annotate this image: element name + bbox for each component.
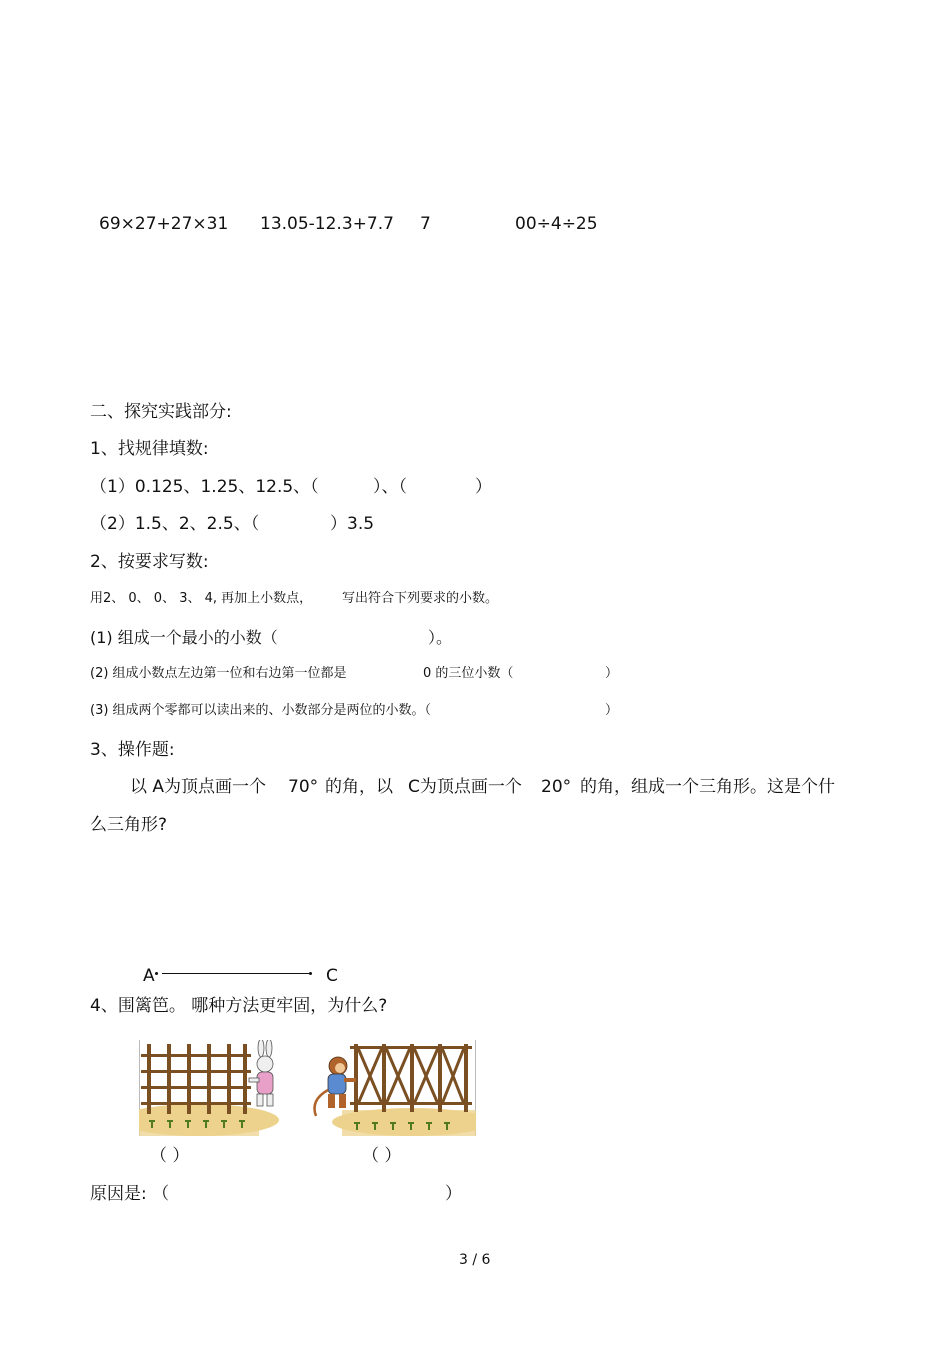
q3-p1-seg2: 70° — [288, 777, 319, 797]
q2-item-1 — [90, 630, 470, 650]
q4-title: 4、围篱笆。 哪种方法更牢固，为什么? — [90, 996, 388, 1016]
q2-intro-b: 写出符合下列要求的小数。 — [342, 591, 499, 606]
q3-p1-seg1: 以 A为顶点画一个 — [130, 777, 267, 797]
q2-intro-a: 用2、 0、 0、 3、 4, 再加上小数点， — [90, 591, 313, 606]
q2-i3-prefix: (3) 组成两个零都可以读出来的、小数部分是两位的小数。（ — [90, 703, 432, 718]
point-a-label: A — [143, 966, 155, 986]
q2-i3-end: ） — [605, 703, 619, 718]
q4-reason — [90, 1186, 470, 1208]
q2-i1-prefix: (1) 组成一个最小的小数（ — [90, 628, 278, 647]
q2-i1-end: ）。 — [428, 628, 453, 647]
fence-picture-cross — [302, 1040, 476, 1136]
q2-intro — [90, 592, 530, 610]
q3-p1-seg5: 20° — [541, 777, 572, 797]
q2-item-2 — [90, 667, 630, 685]
q2-i2-prefix: (2) 组成小数点左边第一位和右边第一位都是 — [90, 666, 347, 681]
calc-expr-4: 00÷4÷25 — [515, 214, 598, 234]
fence-cross-illustration — [302, 1040, 476, 1136]
q2-i2-end: ） — [605, 666, 619, 681]
q2-item-3 — [90, 704, 630, 722]
q2-i2-mid: 0 的三位小数（ — [423, 666, 514, 681]
point-a-dot — [155, 972, 158, 975]
q4-reason-end[interactable]: ） — [445, 1184, 462, 1204]
section-title: 二、探究实践部分: — [90, 402, 232, 422]
calc-expr-1: 69×27+27×31 — [99, 214, 229, 234]
calc-expr-2: 13.05-12.3+7.7 — [260, 214, 394, 234]
q1-s1-mid: ）、（ — [373, 477, 407, 497]
q3-paragraph-line2: 么三角形? — [90, 815, 168, 835]
q3-p1-seg6: 的角，组成一个三角形。这是个什 — [580, 777, 835, 797]
q1-s1-end: ） — [475, 477, 492, 497]
q4-answer-left[interactable]: （ ） — [150, 1146, 190, 1166]
fence-picture-grid — [139, 1040, 289, 1136]
q3-p1-seg4: C为顶点画一个 — [408, 777, 522, 797]
q1-sequence-2 — [90, 516, 410, 538]
q1-s2-prefix: （2）1.5、2、2.5、（ — [90, 514, 260, 534]
q3-title: 3、操作题: — [90, 740, 175, 760]
page-number: 3 / 6 — [459, 1252, 491, 1268]
q3-p1-seg3: 的角，以 — [325, 777, 393, 797]
q2-title: 2、按要求写数: — [90, 552, 209, 572]
q1-sequence-1 — [90, 479, 510, 501]
q1-title: 1、找规律填数: — [90, 439, 209, 459]
point-c-label: C — [326, 966, 338, 986]
q1-s1-prefix: （1）0.125、1.25、12.5、（ — [90, 477, 319, 497]
fence-grid-illustration — [139, 1040, 289, 1136]
point-c-dot — [309, 972, 312, 975]
q3-paragraph-line1 — [130, 779, 860, 801]
q4-answer-right[interactable]: （ ） — [362, 1146, 402, 1166]
segment-ac — [162, 973, 310, 974]
q1-s2-end: ）3.5 — [330, 514, 375, 534]
calc-expr-3: 7 — [420, 214, 431, 234]
q4-reason-prefix: 原因是: （ — [90, 1184, 170, 1204]
